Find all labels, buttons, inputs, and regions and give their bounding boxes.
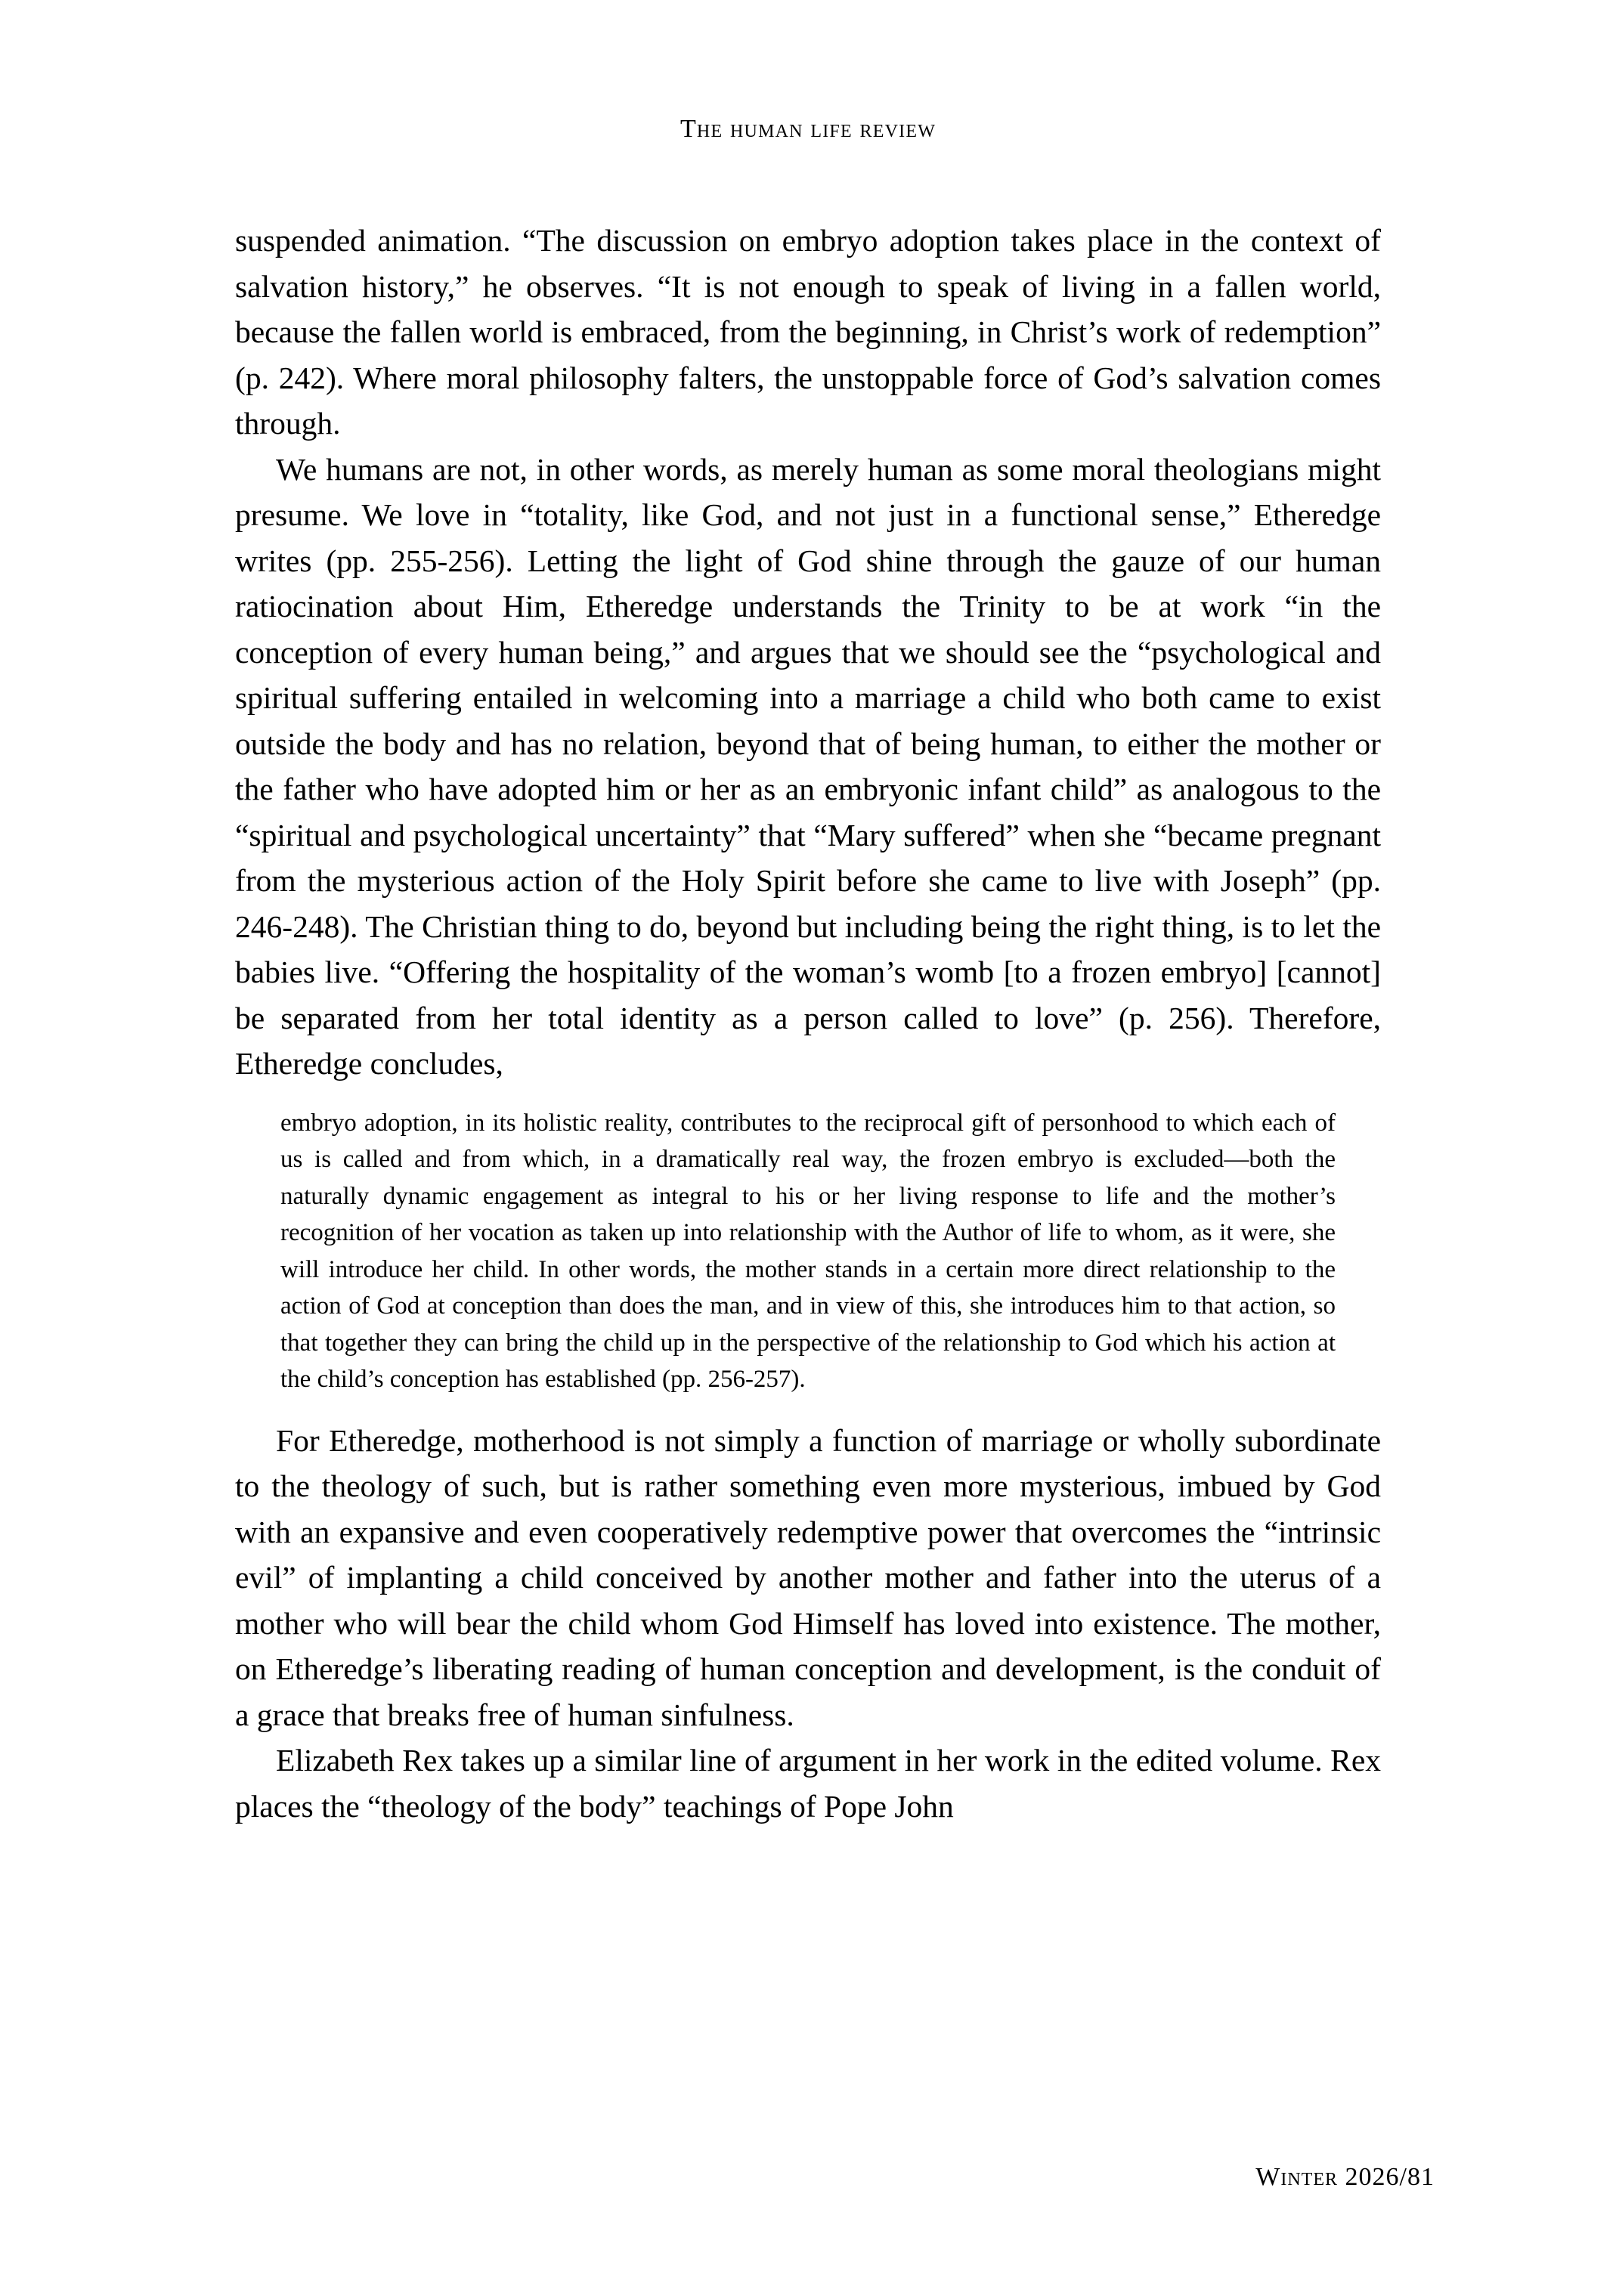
paragraph-elizabeth-rex: Elizabeth Rex takes up a similar line of argument in her work in the edited volume. Rex places the “theology of the body” teachings of Pope John xyxy=(235,1743,1381,1824)
page-folio: Winter 2026/81 xyxy=(1255,2163,1435,2191)
block-quote xyxy=(235,1105,1381,1398)
paragraph-for-etheredge: For Etheredge, motherhood is not simply a function of marriage or wholly subordinate to the theology of such, but is rather something even more mysterious, imbued by God with an expansive and even cooperatively redemptive power that overcomes the “intrinsic evil” of implanting a child conceived by another mother and father into the uterus of a mother who will bear the child whom God Himself has loved into existence. The mother, on Etheredge’s liberating reading of human conception and development, is the conduit of a grace that breaks free of human sinfulness. xyxy=(235,1422,1381,1732)
block-quote-text: embryo adoption, in its holistic reality, contributes to the reciprocal gift of personhood to which each of us is called and from which, in a dramatically real way, the frozen embryo is excluded—both the naturally dynamic engagement as integral to his or her living response to life and the mother’s recognition of her vocation as taken up into relationship with the Author of life to whom, as it were, she will introduce her child. In other words, the mother stands in a certain more direct relationship to the action of God at conception than does the man, and in view of this, she introduces him to that action, so that together they can bring the child up in the perspective of the relationship to God which his action at the child’s conception has established (pp. 256-257). xyxy=(280,1109,1336,1393)
text-column xyxy=(235,218,1381,1829)
paragraph-we-humans: We humans are not, in other words, as merely human as some moral theologians might presume. We love in “totality, like God, and not just in a functional sense,” Etheredge writes (pp. 255-256). Letting the light of God shine through the gauze of our human ratiocination about Him, Etheredge understands the Trinity to be at work “in the conception of every human being,” and argues that we should see the “psychological and spiritual suffering entailed in welcoming into a marriage a child who both came to exist outside the body and has no relation, beyond that of being human, to either the mother or the father who have adopted him or her as an embryonic infant child” as analogous to the “spiritual and psychological uncertainty” that “Mary suffered” when she “became pregnant from the mysterious action of the Holy Spirit before she came to live with Joseph” (pp. 246-248). The Christian thing to do, beyond but including being the right thing, is to let the babies live. “Offering the hospitality of the woman’s womb [to a frozen embryo] [cannot] be separated from her total identity as a person called to love” (p. 256). Therefore, Etheredge concludes, xyxy=(235,451,1381,1081)
paragraph-continued: suspended animation. “The discussion on embryo adoption takes place in the context of salvation history,” he observes. “It is not enough to speak of living in a fallen world, because the fallen world is embraced, from the beginning, in Christ’s work of redemption” (p. 242). Where moral philosophy falters, the unstoppable force of God’s salvation comes through. xyxy=(235,223,1381,441)
running-head: The human life review xyxy=(680,115,936,143)
